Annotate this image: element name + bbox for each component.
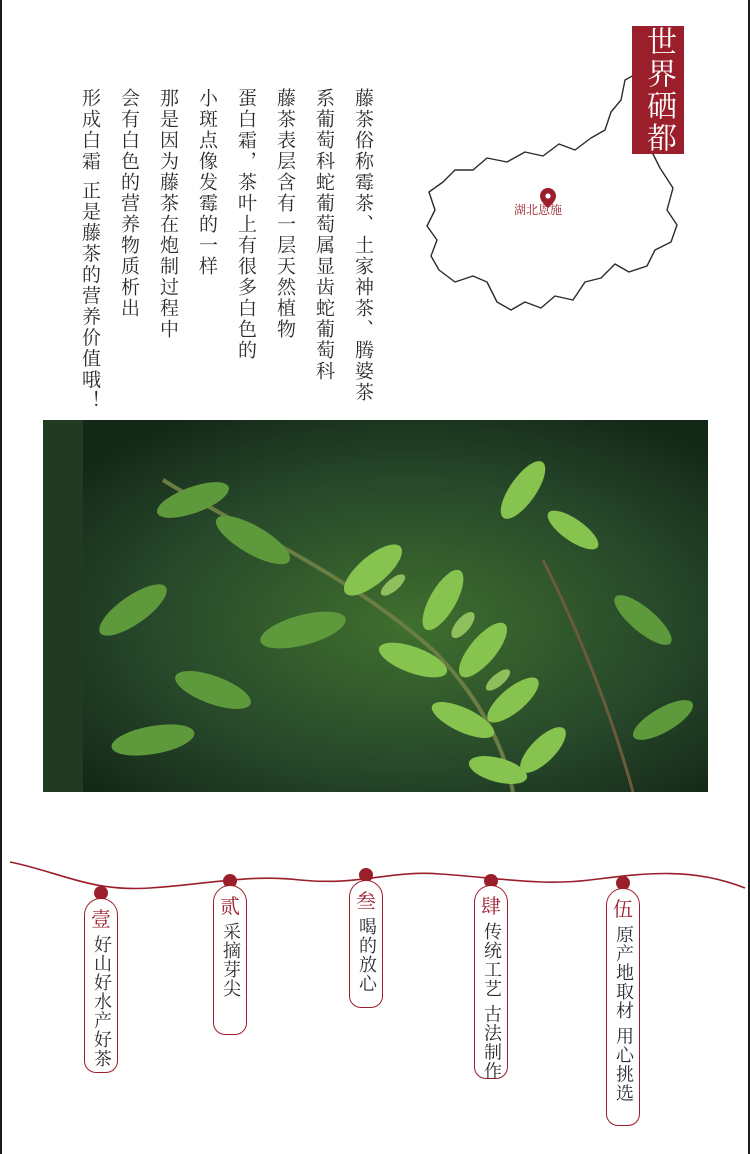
- tag-3-number: 叁: [356, 889, 376, 913]
- page-title: 世界硒都: [632, 26, 684, 154]
- intro-column-5: 小斑点像发霉的一样: [196, 88, 218, 277]
- tag-4-text: 传统工艺 古法制作: [481, 922, 502, 1081]
- tag-5: [606, 888, 640, 1126]
- tag-4-number: 肆: [481, 894, 501, 918]
- vine-tea-photo-illustration: [43, 420, 708, 792]
- tag-1-text: 好山好水产好茶: [91, 935, 112, 1068]
- tag-5-text: 原产地取材 用心挑选: [613, 925, 634, 1103]
- intro-column-2: 系葡萄科蛇葡萄属显齿蛇葡萄科: [313, 88, 335, 382]
- tag-2: [213, 885, 247, 1035]
- intro-column-3: 藤茶表层含有一层天然植物: [274, 88, 296, 340]
- location-label: 湖北恩施: [514, 203, 563, 217]
- tag-1-number: 壹: [91, 907, 111, 931]
- intro-column-6: 那是因为藤茶在炮制过程中: [157, 88, 179, 340]
- intro-column-4: 蛋白霜，茶叶上有很多白色的: [235, 88, 257, 361]
- tag-1: [84, 898, 118, 1073]
- tag-3: [349, 880, 383, 1008]
- tag-5-number: 伍: [613, 897, 633, 921]
- tag-2-number: 贰: [220, 894, 240, 918]
- tag-3-text: 喝的放心: [356, 917, 377, 993]
- tag-2-text: 采摘芽尖: [220, 922, 241, 998]
- region-map-outline: [415, 20, 735, 330]
- intro-column-7: 会有白色的营养物质析出: [118, 88, 140, 319]
- intro-column-1: 藤茶俗称霉茶、土家神茶、腾婆茶: [352, 88, 374, 403]
- intro-column-8: 形成白霜 正是藤茶的营养价值哦！: [79, 88, 101, 412]
- vine-tea-photo: [43, 420, 708, 792]
- left-border-line: [0, 0, 2, 1154]
- tag-4: [474, 885, 508, 1079]
